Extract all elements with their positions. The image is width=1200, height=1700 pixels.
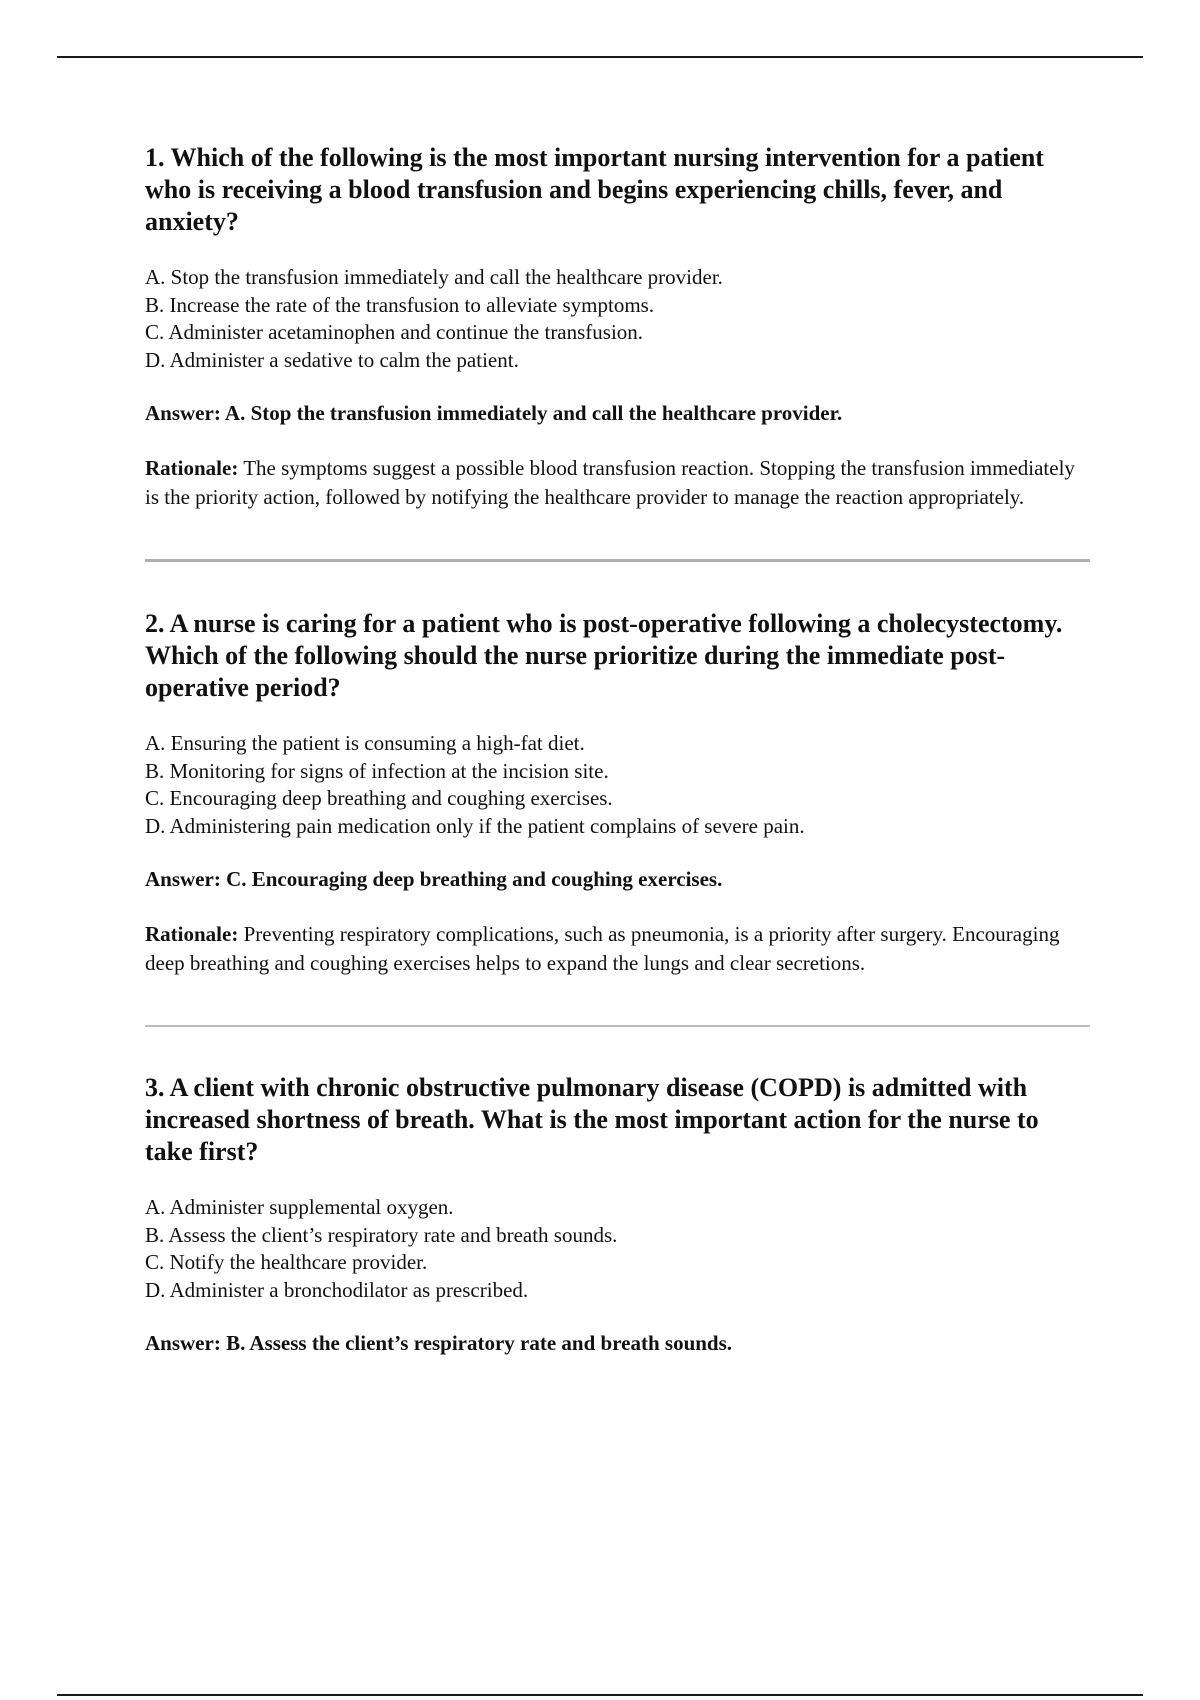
question-2 [145,608,1090,977]
option-b: B. Monitoring for signs of infection at the incision site. [145,758,609,783]
document-content [145,142,1090,1384]
question-2-title: 2. A nurse is caring for a patient who is post-operative following a cholecystectomy. Which of the following should the nurse prioritize during the immediate post-operative period? [145,609,1063,702]
option-b: B. Increase the rate of the transfusion to alleviate symptoms. [145,292,655,317]
question-3-options [145,1194,1090,1304]
page-bottom-rule [57,1694,1143,1696]
rationale-label: Rationale: [145,922,239,946]
option-a: A. Ensuring the patient is consuming a high-fat diet. [145,731,585,755]
rationale-text: Preventing respiratory complications, such as pneumonia, is a priority after surgery. Encouraging deep breathing and coughing exercises helps to expand the lungs and clear secretions. [145,922,1060,975]
question-1-options [145,264,1090,374]
section-divider [145,559,1090,562]
question-2-rationale [145,920,1090,977]
question-1-title: 1. Which of the following is the most important nursing intervention for a patient who is receiving a blood transfusion and begins experiencing chills, fever, and anxiety? [145,143,1044,236]
question-3-title: 3. A client with chronic obstructive pulmonary disease (COPD) is admitted with increased shortness of breath. What is the most important action for the nurse to take first? [145,1073,1039,1166]
rationale-label: Rationale: [145,456,239,480]
section-divider [145,1025,1090,1027]
option-d: D. Administer a bronchodilator as prescribed. [145,1277,529,1302]
question-1-rationale [145,454,1090,511]
question-2-answer: Answer: C. Encouraging deep breathing and coughing exercises. [145,867,723,891]
option-d: D. Administer a sedative to calm the patient. [145,347,519,372]
question-1-answer: Answer: A. Stop the transfusion immediately and call the healthcare provider. [145,401,843,425]
option-a: A. Stop the transfusion immediately and call the healthcare provider. [145,265,723,289]
question-1 [145,142,1090,511]
option-b: B. Assess the client’s respiratory rate and breath sounds. [145,1222,618,1247]
question-3 [145,1072,1090,1357]
option-d: D. Administering pain medication only if the patient complains of severe pain. [145,813,805,838]
question-3-answer: Answer: B. Assess the client’s respiratory rate and breath sounds. [145,1331,733,1355]
question-2-options [145,730,1090,840]
rationale-text: The symptoms suggest a possible blood transfusion reaction. Stopping the transfusion immediately is the priority action, followed by notifying the healthcare provider to manage the reaction appropriately. [145,456,1075,509]
option-a: A. Administer supplemental oxygen. [145,1195,454,1219]
option-c: C. Administer acetaminophen and continue the transfusion. [145,320,644,344]
page-top-rule [57,56,1143,58]
option-c: C. Encouraging deep breathing and coughing exercises. [145,786,613,810]
option-c: C. Notify the healthcare provider. [145,1250,428,1274]
